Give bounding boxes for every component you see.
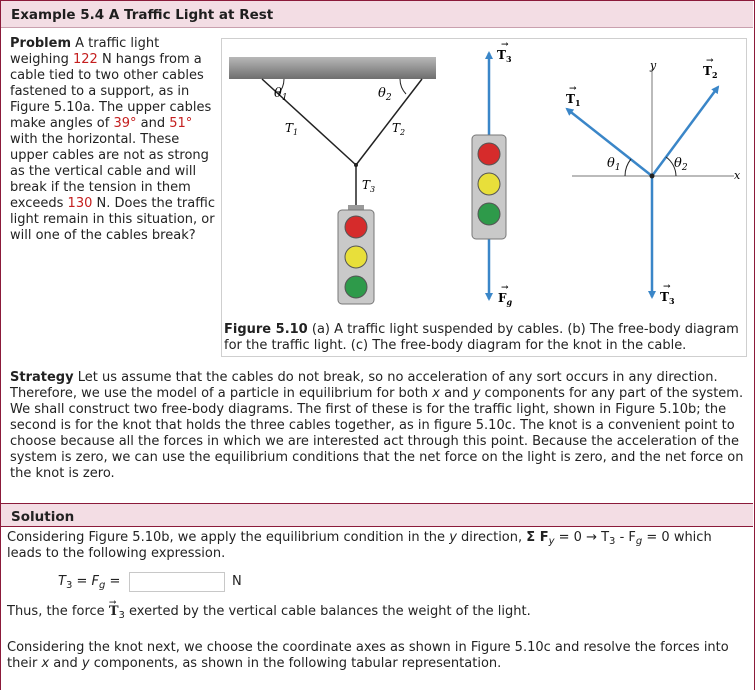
problem-text-2: N hangs from a cable tied to two other cables fastened to a support, as in Figure 5.10a. The upper cables make angles of: [10, 52, 212, 131]
strategy-x: x: [432, 386, 440, 401]
eq-part-2-sub: 3: [609, 536, 616, 547]
yellow-lamp: [345, 246, 367, 268]
solution-p1-text-a: Considering Figure 5.10b, we apply the equilibrium condition in the: [7, 530, 446, 545]
t3-vector-sub: 3: [118, 610, 125, 621]
solution-label: Solution: [11, 509, 75, 525]
solution-p2-text-b: exerted by the vertical cable balances the weight of the light.: [129, 604, 531, 619]
solution-p3-x: x: [41, 656, 50, 671]
traffic-light-b: [472, 135, 506, 239]
sum-equation: [526, 530, 548, 545]
t3-vector: [109, 604, 119, 620]
weight-value: 122: [72, 52, 98, 67]
green-lamp: [478, 203, 500, 225]
problem-text-5: N. Does the traffic light remain in this situation, or will one of the cables break?: [10, 196, 215, 243]
label-c-t1: $T_1$: [566, 92, 581, 108]
angle-arc-theta2: [400, 79, 406, 94]
eq-f: F: [91, 574, 99, 589]
strategy-text-2: components for any part of the system. We shall construct two free-body diagrams. The first of these is for the traffic light, shown in Figure 5.10b; the second is for the knot that holds the three cables together, as in figure 5.10c. The knot is a convenient point to choose because all the forces in which we are interested act through this point. Because the acceleration of the system is zero, we can use the equilibrium conditions that the net force on the light is zero, and the net force on the knot is zero.: [10, 386, 744, 481]
ceiling-support: [229, 57, 436, 79]
cable-t2: [356, 79, 422, 165]
label-c-y-axis: y: [650, 59, 657, 72]
problem-text-1: A traffic light weighing: [10, 36, 160, 67]
red-lamp: [478, 143, 500, 165]
solution-p3-text-b: components, as shown in the following tabular representation.: [93, 656, 502, 671]
eq-t-sub: 3: [65, 580, 73, 591]
eq-equals-2: =: [109, 574, 121, 589]
figure-caption: [224, 322, 744, 354]
figure-5-10: [221, 38, 747, 357]
angle1-value: 39°: [113, 116, 137, 131]
sum-symbol: Σ F: [526, 530, 549, 545]
example-title: Example 5.4 A Traffic Light at Rest: [11, 7, 274, 23]
solution-paragraph-1: [7, 530, 747, 562]
yellow-lamp: [478, 173, 500, 195]
label-c-t3-arrow: →: [663, 282, 671, 292]
figure-diagram: [222, 39, 746, 319]
label-b-t3-arrow: →: [501, 40, 509, 50]
eq-f-sub: g: [99, 580, 106, 591]
label-a-t2: $T_2$: [392, 121, 406, 137]
solution-p3-and: and: [53, 656, 78, 671]
strategy-text-1: Let us assume that the cables do not break, so no acceleration of any sort occurs in any direction. Therefore, we use the model of a particle in equilibrium for both: [10, 370, 718, 401]
solution-header: [1, 503, 753, 527]
knot: [354, 163, 358, 167]
eq-part-2: = 0 → T: [558, 530, 610, 545]
label-c-x-axis: x: [734, 169, 741, 182]
solution-p3-y: y: [81, 656, 90, 671]
example-title-bar: [1, 1, 753, 28]
label-a-t1: $T_1$: [285, 121, 299, 137]
label-a-theta1: $\theta_1$: [274, 86, 288, 103]
solution-p1-text-c: which leads to the following expression.: [7, 530, 712, 561]
eq-equals: =: [76, 574, 88, 589]
tension-value: 130: [67, 196, 93, 211]
label-c-t2-arrow: →: [706, 56, 714, 66]
figure-caption-label: Figure 5.10: [224, 322, 308, 337]
strategy-section: [10, 370, 748, 482]
label-b-fg-arrow: →: [501, 283, 509, 293]
angle2-value: 51°: [169, 116, 193, 131]
problem-text-3: and: [140, 116, 166, 131]
strategy-and: and: [444, 386, 469, 401]
answer-equation-label: [58, 574, 120, 590]
solution-p2-text-a: Thus, the force: [7, 604, 105, 619]
solution-paragraph-3: [7, 640, 747, 672]
green-lamp: [345, 276, 367, 298]
label-c-theta1: $\theta_1$: [607, 156, 621, 173]
t3-answer-input[interactable]: [129, 572, 225, 592]
label-c-t2: $T_2$: [703, 64, 718, 80]
problem-text-4: with the horizontal. These upper cables are not as strong as the vertical cable and will break if the tension in them exceeds: [10, 132, 209, 211]
label-c-t1-arrow: →: [569, 84, 577, 94]
strategy-y: y: [472, 386, 481, 401]
label-a-t3: $T_3$: [362, 178, 376, 194]
angle-arc-c-theta1: [625, 159, 631, 176]
problem-statement: [10, 36, 215, 244]
label-a-theta2: $\theta_2$: [378, 86, 392, 103]
eq-part-3: - F: [619, 530, 636, 545]
solution-paragraph-2: [7, 604, 747, 620]
eq-part-3-sub: g: [635, 536, 643, 547]
eq-t: T: [58, 574, 66, 589]
t3-vector-letter: T: [108, 604, 119, 619]
red-lamp: [345, 216, 367, 238]
solution-p1-y: y: [449, 530, 457, 545]
figure-caption-text: (a) A traffic light suspended by cables. (b) The free-body diagram for the traffic light. (c) The free-body diagram for the knot in the cable.: [224, 322, 739, 353]
sum-sub: y: [548, 536, 555, 547]
problem-label: Problem: [10, 36, 71, 51]
traffic-light-a: [338, 205, 374, 304]
eq-part-4: = 0: [646, 530, 670, 545]
strategy-label: Strategy: [10, 370, 74, 385]
label-b-fg: $F_g$: [498, 291, 513, 307]
label-c-t3: $T_3$: [660, 290, 675, 306]
solution-p1-text-b: direction,: [461, 530, 523, 545]
knot-point: [650, 174, 655, 179]
solution-p3-text-a: Considering the knot next, we choose the coordinate axes as shown in Figure 5.10c and resolve the forces into their: [7, 640, 729, 671]
label-c-theta2: $\theta_2$: [674, 156, 688, 173]
answer-unit: N: [232, 574, 242, 589]
label-b-t3: $T_3$: [497, 48, 512, 64]
